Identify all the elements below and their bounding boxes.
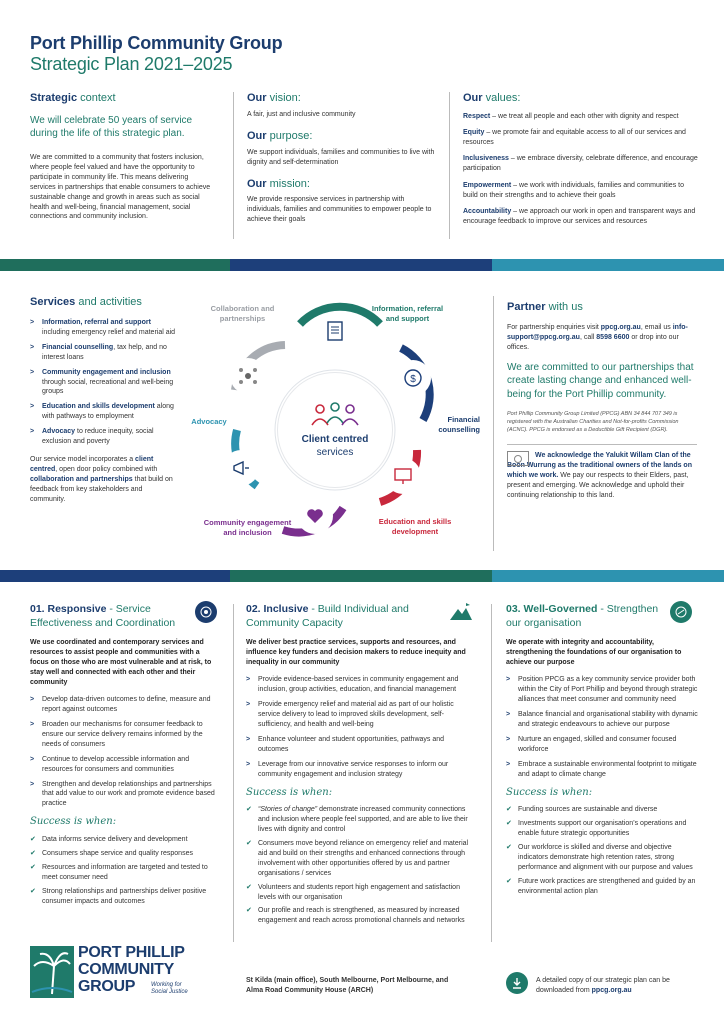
goal-1-intro: We use coordinated and contemporary services and resources to assist people and communities with a focus on those who are most vulnerable and at risk, to stay well and connected with each other and their community xyxy=(30,639,212,687)
goal-3 xyxy=(506,603,698,901)
value-text: – we embrace diversity, celebrate difference, and encourage participation xyxy=(463,155,698,173)
logo-tagline: Working for Social Justice xyxy=(151,982,188,996)
context-title-b: context xyxy=(80,92,116,104)
service-item-text: through social, recreational and well-being groups xyxy=(42,378,174,396)
service-item-bold: Advocacy xyxy=(42,428,76,436)
partner-email-link[interactable]: info-support@ppcg.org.au xyxy=(507,323,688,341)
service-item-text: , tax help, and no interest loans xyxy=(42,343,167,361)
center-label-1: Client centred xyxy=(301,433,369,445)
divider xyxy=(233,604,234,942)
service-item xyxy=(30,427,178,447)
network-icon xyxy=(237,365,259,387)
goal-action: > Leverage from our innovative service responses to inform our community engagement and inclusion strategy xyxy=(246,760,472,780)
goal-2-num: 02. Inclusive xyxy=(246,603,309,615)
mountain-icon xyxy=(448,601,474,623)
success-item: ✔ Strong relationships and partnerships deliver positive consumer impacts and outcomes xyxy=(30,887,220,907)
success-item: ✔ Data informs service delivery and development xyxy=(30,835,220,845)
presentation-icon xyxy=(392,465,414,487)
financial-node xyxy=(395,360,431,396)
service-item xyxy=(30,343,178,363)
center-node xyxy=(277,372,393,488)
org-title: Port Phillip Community Group xyxy=(30,33,283,53)
partner-lead: We are committed to our partnerships that create lasting change and enhanced well-being for the Port Phillip community. xyxy=(507,361,694,400)
service-model-1: Our service model incorporates a xyxy=(30,456,136,464)
download-link[interactable]: ppcg.org.au xyxy=(591,986,632,994)
purpose-title-b: purpose: xyxy=(269,129,313,142)
purpose-text: We support individuals, families and communities to live with dignity and self-determination xyxy=(247,148,435,166)
megaphone-icon xyxy=(230,457,252,479)
goal-action: > Provide emergency relief and material aid as part of our holistic service delivery to lead to improved skills development, self-sufficiency, and health and well-being xyxy=(246,700,472,730)
success-item: ✔ Our workforce is skilled and diverse and objective indicators demonstrate high retention rates, strong performance and alignment with our purpose and values xyxy=(506,843,698,873)
color-band xyxy=(0,259,724,271)
success-heading: Success is when: xyxy=(506,786,593,798)
goal-action: > Position PPCG as a key community service provider both within the City of Port Phillip and beyond through strategic alliances that meet consumer and community need xyxy=(506,675,698,705)
partner-title-b: with us xyxy=(548,301,583,313)
goal-action: > Continue to develop accessible information and resources for consumers and communities xyxy=(30,755,220,775)
mission-text: We provide responsive services in partnership with individuals, families and communities to empower people to achieve their goals xyxy=(247,196,432,224)
service-model-3: that build on feedback from key stakeholders and community. xyxy=(30,476,173,503)
label-info: Information, referral and support xyxy=(371,304,444,323)
success-item: ✔ Volunteers and students report high engagement and satisfaction levels with our organisation xyxy=(246,883,472,903)
services xyxy=(30,295,178,505)
context-body: We are committed to a community that fosters inclusion, where people feel valued and have the opportunity to participate in community life. This means delivering services in partnerships that enable consumers to achieve sustainable change and growth in areas such as social health and well-being, financial management, social connections and community inclusion. xyxy=(30,153,211,221)
mission-title-a: Our xyxy=(247,177,267,190)
service-item-bold: Financial counselling xyxy=(42,343,114,351)
info-node xyxy=(316,312,354,350)
partner-line1: For partnership enquiries visit xyxy=(507,323,601,331)
success-item: ✔ Investments support our organisation’s operations and enable future strategic opportunities xyxy=(506,819,698,839)
service-model-b2: collaboration and partnerships xyxy=(30,476,133,484)
success-item: ✔ Future work practices are strengthened and guided by an environmental action plan xyxy=(506,877,698,897)
value-text: – we promote fair and equitable access to all of our services and resources xyxy=(463,128,686,147)
strategic-context xyxy=(30,91,215,222)
partner-line2: , email us xyxy=(640,323,673,331)
partner-phone[interactable]: 8598 6600 xyxy=(596,333,630,341)
svg-text:$: $ xyxy=(410,374,416,385)
service-item-bold: Community engagement and inclusion xyxy=(42,368,171,376)
download-icon[interactable] xyxy=(506,972,528,994)
community-node xyxy=(297,498,333,534)
label-financial: Financial counselling xyxy=(438,415,480,434)
purpose-title-a: Our xyxy=(247,129,267,142)
vision-title-b: vision: xyxy=(269,92,301,104)
success-item: ✔ Resources and information are targeted and tested to meet consumer need xyxy=(30,863,220,883)
values xyxy=(463,91,698,233)
success-item: ✔ Consumers shape service and quality responses xyxy=(30,849,220,859)
goal-3-title: - Strengthen our organisation xyxy=(506,603,659,629)
logo-text-1: PORT PHILLIP xyxy=(78,944,185,961)
goal-3-intro: We operate with integrity and accountability, strengthening the foundations of our organisation to achieve our purpose xyxy=(506,639,682,667)
service-model xyxy=(30,455,178,505)
heart-icon xyxy=(304,505,326,527)
plan-title: Strategic Plan 2021–2025 xyxy=(30,54,233,74)
divider xyxy=(233,92,234,239)
divider xyxy=(449,92,450,239)
flag-icon xyxy=(507,451,529,466)
download-text: A detailed copy of our strategic plan can be downloaded from xyxy=(536,977,670,994)
success-item: ✔ Our profile and reach is strengthened, as measured by increased engagement and reach across promotional channels and networks xyxy=(246,906,472,926)
value-text: – we work with individuals, families and communities to build on their strengths and to achieve their goals xyxy=(463,181,684,199)
value-item xyxy=(463,207,698,227)
goal-3-num: 03. Well-Governed xyxy=(506,603,598,615)
success-item xyxy=(246,805,472,835)
value-item xyxy=(463,181,698,201)
partner-title-a: Partner xyxy=(507,301,546,313)
divider xyxy=(493,296,494,551)
service-model-diagram xyxy=(185,290,485,555)
partner-line3: , call xyxy=(579,333,597,341)
people-icon xyxy=(308,401,362,429)
success-heading: Success is when: xyxy=(30,816,117,828)
service-model-b1: client centred xyxy=(30,456,154,474)
goal-2 xyxy=(246,603,469,930)
center-label-2: services xyxy=(316,447,354,458)
service-item-text: including emergency relief and material aid xyxy=(42,328,176,336)
locations: St Kilda (main office), South Melbourne, Port Melbourne, and Alma Road Community House (ARCH) xyxy=(246,977,449,994)
value-item xyxy=(463,128,698,148)
success-heading: Success is when: xyxy=(246,786,333,798)
goal-1 xyxy=(30,603,220,910)
label-collab: Collaboration and partnerships xyxy=(210,304,275,323)
success-quote: “Stories of change” xyxy=(258,806,318,814)
partner-web-link[interactable]: ppcg.org.au xyxy=(600,323,641,331)
goal-action: > Provide evidence-based services in community engagement and inclusion, group activities, education, and financial management xyxy=(246,675,472,695)
partner-legal: Port Phillip Community Group Limited (PPCG) ABN 34 844 707 349 is registered with the Australian Charities and Not-for-profits Commission (ACNC). PPCG is endorsed as a Deductible Gift Recipient (DGR). xyxy=(507,411,679,433)
goal-action: > Nurture an engaged, skilled and consumer focused workforce xyxy=(506,735,698,755)
label-education: Education and skills development xyxy=(378,517,452,536)
vision-purpose-mission xyxy=(247,91,437,225)
palm-logo-icon xyxy=(30,946,74,998)
target-icon xyxy=(195,601,217,623)
download-note xyxy=(536,976,696,996)
partner-line4: or drop into our offices. xyxy=(507,333,679,351)
vision-text: A fair, just and inclusive community xyxy=(247,110,356,118)
logo-text-2: COMMUNITY xyxy=(78,961,174,978)
service-item-bold: Information, referral and support xyxy=(42,318,151,326)
services-title-b: and activities xyxy=(78,296,142,308)
values-title-a: Our xyxy=(463,92,483,104)
logo-text-3: GROUP xyxy=(78,978,136,995)
coin-icon xyxy=(402,367,424,389)
value-text: – we approach our work in open and transparent ways and encourage feedback to improve our services and resources xyxy=(463,207,696,225)
partner-contact xyxy=(507,323,697,353)
services-title-a: Services xyxy=(30,296,76,308)
advocacy-node xyxy=(223,450,259,486)
success-text: demonstrate increased community connections and inclusion where people feel supported, and are able to live their lives with dignity and control xyxy=(258,806,468,833)
goal-2-intro: We deliver best practice services, supports and resources, and influence key funders and decision makers to reduce inequity and inequality in our community xyxy=(246,639,466,667)
context-lead: We will celebrate 50 years of service during the life of this strategic plan. xyxy=(30,114,193,140)
value-item xyxy=(463,112,698,122)
goal-1-num: 01. Responsive xyxy=(30,603,107,615)
document-icon xyxy=(324,320,346,342)
vision-title-a: Our xyxy=(247,92,267,104)
goal-action: > Embrace a sustainable environmental footprint to mitigate and adapt to climate change xyxy=(506,760,698,780)
acknowledgement xyxy=(507,444,697,501)
collab-node xyxy=(230,358,266,394)
partner xyxy=(507,300,697,501)
mission-title-b: mission: xyxy=(269,177,310,190)
service-item xyxy=(30,402,178,422)
label-community: Community engagement and inclusion xyxy=(203,518,292,537)
goal-action: > Enhance volunteer and student opportunities, pathways and outcomes xyxy=(246,735,472,755)
label-advocacy: Advocacy xyxy=(191,417,227,426)
goal-action: > Broaden our mechanisms for consumer feedback to ensure our service delivery remains informed by the needs of consumers xyxy=(30,720,220,750)
success-item: ✔ Consumers move beyond reliance on emergency relief and material aid and build on their strengths and enhanced connections through involvement with other opportunities offered by us and partner organisations / services xyxy=(246,839,472,879)
ack-bold: We acknowledge the Yalukit Willam Clan of the Boon Wurrung as the traditional owners of the lands on which we work. xyxy=(507,452,692,480)
education-node xyxy=(385,458,421,494)
goal-2-title: - Build Individual and Community Capacity xyxy=(246,603,409,629)
color-band xyxy=(0,570,724,582)
value-term: Empowerment xyxy=(463,181,512,189)
service-item xyxy=(30,318,178,338)
goal-action: > Strengthen and develop relationships and partnerships that add value to our work and promote evidence based practice xyxy=(30,780,220,810)
context-title-a: Strategic xyxy=(30,92,78,104)
values-title-b: values: xyxy=(485,92,521,104)
service-item-text: along with pathways to employment xyxy=(42,403,174,421)
goal-action: > Balance financial and organisational stability with dynamic and strategic endeavours to achieve our purpose xyxy=(506,710,698,730)
service-model-2: , open door policy combined with xyxy=(55,466,158,474)
shield-icon xyxy=(670,601,692,623)
ack-text: We pay our respects to their Elders, past, present and emerging. We acknowledge and uphold their continuing relationship to this land. xyxy=(507,472,689,499)
ppcg-logo xyxy=(30,946,200,998)
value-term: Inclusiveness xyxy=(463,155,509,163)
value-item xyxy=(463,154,698,174)
value-term: Accountability xyxy=(463,207,512,215)
goal-action: > Develop data-driven outcomes to define, measure and report against outcomes xyxy=(30,695,220,715)
divider xyxy=(491,604,492,942)
service-item-text: to reduce inequity, social exclusion and poverty xyxy=(42,428,154,446)
service-item xyxy=(30,368,178,398)
service-item-bold: Education and skills development xyxy=(42,403,155,411)
goal-1-title: - Service Effectiveness and Coordination xyxy=(30,603,176,629)
value-term: Equity xyxy=(463,128,485,136)
success-item: ✔ Funding sources are sustainable and diverse xyxy=(506,805,698,815)
value-term: Respect xyxy=(463,112,491,120)
value-text: – we treat all people and each other with dignity and respect xyxy=(490,112,679,120)
